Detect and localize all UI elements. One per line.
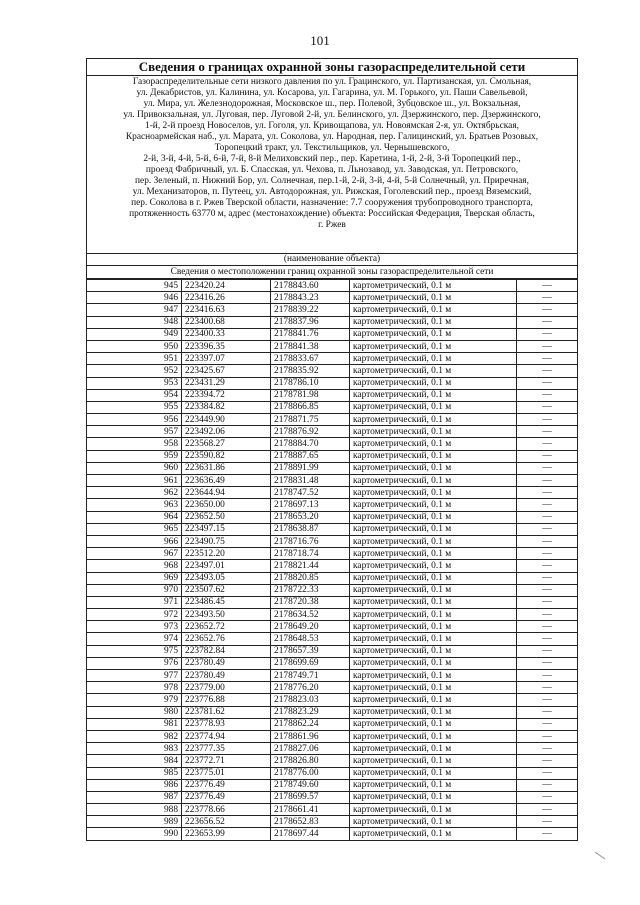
method-cell: картометрический, 0.1 м: [350, 694, 517, 706]
table-row: [87, 462, 578, 474]
point-number-cell: 975: [87, 645, 182, 657]
table-row: [87, 755, 578, 767]
dash-cell: —: [517, 730, 578, 742]
method-cell: картометрический, 0.1 м: [350, 401, 517, 413]
x-coordinate-cell: 223568.27: [182, 438, 271, 450]
table-row: [87, 730, 578, 742]
x-coordinate-cell: 223394.72: [182, 389, 271, 401]
point-number-cell: 980: [87, 706, 182, 718]
y-coordinate-cell: 2178827.06: [271, 743, 350, 755]
y-coordinate-cell: 2178887.65: [271, 450, 350, 462]
dash-cell: —: [517, 718, 578, 730]
x-coordinate-cell: 223400.33: [182, 328, 271, 340]
x-coordinate-cell: 223636.49: [182, 475, 271, 487]
dash-cell: —: [517, 304, 578, 316]
method-cell: картометрический, 0.1 м: [350, 560, 517, 572]
x-coordinate-cell: 223778.66: [182, 804, 271, 816]
dash-cell: —: [517, 377, 578, 389]
x-coordinate-cell: 223397.07: [182, 353, 271, 365]
method-cell: картометрический, 0.1 м: [350, 523, 517, 535]
y-coordinate-cell: 2178720.38: [271, 596, 350, 608]
table-row: [87, 401, 578, 413]
dash-cell: —: [517, 609, 578, 621]
y-coordinate-cell: 2178835.92: [271, 365, 350, 377]
point-number-cell: 954: [87, 389, 182, 401]
y-coordinate-cell: 2178781.98: [271, 389, 350, 401]
y-coordinate-cell: 2178776.20: [271, 682, 350, 694]
x-coordinate-cell: 223416.63: [182, 304, 271, 316]
method-cell: картометрический, 0.1 м: [350, 353, 517, 365]
description-line: ул. Механизаторов, п. Путеец, ул. Автодорожная, ул. Рижская, Гоголевский пер., проезд Вяземский,: [132, 187, 532, 197]
method-cell: картометрический, 0.1 м: [350, 426, 517, 438]
x-coordinate-cell: 223493.50: [182, 609, 271, 621]
dash-cell: —: [517, 475, 578, 487]
dash-cell: —: [517, 682, 578, 694]
x-coordinate-cell: 223780.49: [182, 657, 271, 669]
table-row: [87, 621, 578, 633]
coordinates-table: [86, 279, 578, 841]
dash-cell: —: [517, 548, 578, 560]
table-row: [87, 328, 578, 340]
table-row: [87, 426, 578, 438]
dash-cell: —: [517, 280, 578, 292]
point-number-cell: 982: [87, 730, 182, 742]
dash-cell: —: [517, 657, 578, 669]
dash-cell: —: [517, 389, 578, 401]
dash-cell: —: [517, 633, 578, 645]
dash-cell: —: [517, 292, 578, 304]
point-number-cell: 949: [87, 328, 182, 340]
table-row: [87, 694, 578, 706]
dash-cell: —: [517, 572, 578, 584]
y-coordinate-cell: 2178786.10: [271, 377, 350, 389]
method-cell: картометрический, 0.1 м: [350, 657, 517, 669]
table-row: [87, 560, 578, 572]
y-coordinate-cell: 2178843.60: [271, 280, 350, 292]
description-line: Газораспределительные сети низкого давления по ул. Грацинского, ул. Партизанская, ул. Смольная,: [132, 77, 532, 87]
x-coordinate-cell: 223431.29: [182, 377, 271, 389]
method-cell: картометрический, 0.1 м: [350, 304, 517, 316]
y-coordinate-cell: 2178718.74: [271, 548, 350, 560]
method-cell: картометрический, 0.1 м: [350, 365, 517, 377]
table-row: [87, 340, 578, 352]
document-title: Сведения о границах охранной зоны газораспределительной сети: [86, 58, 578, 75]
method-cell: картометрический, 0.1 м: [350, 584, 517, 596]
table-row: [87, 706, 578, 718]
point-number-cell: 958: [87, 438, 182, 450]
dash-cell: —: [517, 401, 578, 413]
y-coordinate-cell: 2178871.75: [271, 414, 350, 426]
method-cell: картометрический, 0.1 м: [350, 633, 517, 645]
dash-cell: —: [517, 426, 578, 438]
x-coordinate-cell: 223644.94: [182, 487, 271, 499]
method-cell: картометрический, 0.1 м: [350, 475, 517, 487]
method-cell: картометрический, 0.1 м: [350, 462, 517, 474]
point-number-cell: 970: [87, 584, 182, 596]
point-number-cell: 969: [87, 572, 182, 584]
y-coordinate-cell: 2178841.76: [271, 328, 350, 340]
point-number-cell: 956: [87, 414, 182, 426]
x-coordinate-cell: 223449.90: [182, 414, 271, 426]
description-line: 1-й, 2-й проезд Новоселов, ул. Гоголя, ул. Кривощапова, ул. Новоямская 2-я, ул. Октябрьская,: [145, 121, 519, 131]
dash-cell: —: [517, 816, 578, 828]
dash-cell: —: [517, 791, 578, 803]
dash-cell: —: [517, 328, 578, 340]
y-coordinate-cell: 2178866.85: [271, 401, 350, 413]
point-number-cell: 957: [87, 426, 182, 438]
x-coordinate-cell: 223384.82: [182, 401, 271, 413]
point-number-cell: 985: [87, 767, 182, 779]
x-coordinate-cell: 223497.15: [182, 523, 271, 535]
table-row: [87, 767, 578, 779]
table-row: [87, 487, 578, 499]
document-sheet: [86, 58, 578, 841]
method-cell: картометрический, 0.1 м: [350, 328, 517, 340]
dash-cell: —: [517, 755, 578, 767]
y-coordinate-cell: 2178839.22: [271, 304, 350, 316]
point-number-cell: 965: [87, 523, 182, 535]
point-number-cell: 968: [87, 560, 182, 572]
table-row: [87, 389, 578, 401]
point-number-cell: 962: [87, 487, 182, 499]
dash-cell: —: [517, 779, 578, 791]
table-row: [87, 438, 578, 450]
y-coordinate-cell: 2178749.60: [271, 779, 350, 791]
x-coordinate-cell: 223486.45: [182, 596, 271, 608]
method-cell: картометрический, 0.1 м: [350, 755, 517, 767]
point-number-cell: 979: [87, 694, 182, 706]
method-cell: картометрический, 0.1 м: [350, 730, 517, 742]
table-row: [87, 633, 578, 645]
point-number-cell: 989: [87, 816, 182, 828]
dash-cell: —: [517, 706, 578, 718]
y-coordinate-cell: 2178862.24: [271, 718, 350, 730]
dash-cell: —: [517, 596, 578, 608]
method-cell: картометрический, 0.1 м: [350, 718, 517, 730]
table-row: [87, 791, 578, 803]
point-number-cell: 953: [87, 377, 182, 389]
x-coordinate-cell: 223778.93: [182, 718, 271, 730]
method-cell: картометрический, 0.1 м: [350, 499, 517, 511]
dash-cell: —: [517, 487, 578, 499]
x-coordinate-cell: 223776.49: [182, 779, 271, 791]
method-cell: картометрический, 0.1 м: [350, 779, 517, 791]
description-line: 2-й, 3-й, 4-й, 5-й, 6-й, 7-й, 8-й Мелиховский пер., пер. Каретина, 1-й, 2-й, 3-й Торопецкий пер.,: [143, 154, 521, 164]
point-number-cell: 966: [87, 535, 182, 547]
table-row: [87, 316, 578, 328]
x-coordinate-cell: 223420.24: [182, 280, 271, 292]
y-coordinate-cell: 2178638.87: [271, 523, 350, 535]
x-coordinate-cell: 223631.86: [182, 462, 271, 474]
dash-cell: —: [517, 694, 578, 706]
y-coordinate-cell: 2178861.96: [271, 730, 350, 742]
point-number-cell: 948: [87, 316, 182, 328]
x-coordinate-cell: 223776.49: [182, 791, 271, 803]
table-row: [87, 523, 578, 535]
point-number-cell: 987: [87, 791, 182, 803]
y-coordinate-cell: 2178697.13: [271, 499, 350, 511]
x-coordinate-cell: 223493.05: [182, 572, 271, 584]
y-coordinate-cell: 2178837.96: [271, 316, 350, 328]
table-row: [87, 816, 578, 828]
dash-cell: —: [517, 584, 578, 596]
method-cell: картометрический, 0.1 м: [350, 682, 517, 694]
x-coordinate-cell: 223652.72: [182, 621, 271, 633]
y-coordinate-cell: 2178891.99: [271, 462, 350, 474]
point-number-cell: 946: [87, 292, 182, 304]
point-number-cell: 974: [87, 633, 182, 645]
description-line: ул. Привокзальная, ул. Луговая, пер. Луговой 2-й, ул. Белинского, ул. Дзержинского, пер. Дзержинского,: [123, 110, 541, 120]
dash-cell: —: [517, 828, 578, 840]
point-number-cell: 984: [87, 755, 182, 767]
dash-cell: —: [517, 438, 578, 450]
description-line: пер. Зеленый, п. Нижний Бор, ул. Солнечная, пер.1-й, 2-й, 3-й, 4-й, 5-й Солнечный, ул. Приречная,: [135, 176, 529, 186]
dash-cell: —: [517, 804, 578, 816]
table-row: [87, 657, 578, 669]
y-coordinate-cell: 2178749.71: [271, 670, 350, 682]
description-line: протяженность 63770 м, адрес (местонахождение) объекта: Российская Федерация, Тверская область,: [129, 209, 535, 219]
y-coordinate-cell: 2178716.76: [271, 535, 350, 547]
point-number-cell: 983: [87, 743, 182, 755]
point-number-cell: 950: [87, 340, 182, 352]
x-coordinate-cell: 223490.75: [182, 535, 271, 547]
x-coordinate-cell: 223416.26: [182, 292, 271, 304]
dash-cell: —: [517, 316, 578, 328]
y-coordinate-cell: 2178776.00: [271, 767, 350, 779]
dash-cell: —: [517, 645, 578, 657]
description-line: пер. Соколова в г. Ржев Тверской области, назначение: 7.7 сооружения трубопроводного транспорта,: [131, 198, 533, 208]
x-coordinate-cell: 223497.01: [182, 560, 271, 572]
method-cell: картометрический, 0.1 м: [350, 414, 517, 426]
y-coordinate-cell: 2178841.38: [271, 340, 350, 352]
point-number-cell: 981: [87, 718, 182, 730]
dash-cell: —: [517, 767, 578, 779]
point-number-cell: 988: [87, 804, 182, 816]
method-cell: картометрический, 0.1 м: [350, 280, 517, 292]
y-coordinate-cell: 2178661.41: [271, 804, 350, 816]
dash-cell: —: [517, 462, 578, 474]
y-coordinate-cell: 2178884.70: [271, 438, 350, 450]
y-coordinate-cell: 2178831.48: [271, 475, 350, 487]
y-coordinate-cell: 2178652.83: [271, 816, 350, 828]
method-cell: картометрический, 0.1 м: [350, 511, 517, 523]
method-cell: картометрический, 0.1 м: [350, 670, 517, 682]
x-coordinate-cell: 223396.35: [182, 340, 271, 352]
table-row: [87, 414, 578, 426]
point-number-cell: 945: [87, 280, 182, 292]
point-number-cell: 960: [87, 462, 182, 474]
table-row: [87, 280, 578, 292]
point-number-cell: 986: [87, 779, 182, 791]
table-row: [87, 450, 578, 462]
dash-cell: —: [517, 414, 578, 426]
point-number-cell: 963: [87, 499, 182, 511]
x-coordinate-cell: 223492.06: [182, 426, 271, 438]
point-number-cell: 959: [87, 450, 182, 462]
table-row: [87, 682, 578, 694]
scan-mark: [595, 852, 605, 860]
y-coordinate-cell: 2178697.44: [271, 828, 350, 840]
point-number-cell: 977: [87, 670, 182, 682]
method-cell: картометрический, 0.1 м: [350, 596, 517, 608]
x-coordinate-cell: 223590.82: [182, 450, 271, 462]
y-coordinate-cell: 2178722.33: [271, 584, 350, 596]
y-coordinate-cell: 2178699.57: [271, 791, 350, 803]
method-cell: картометрический, 0.1 м: [350, 535, 517, 547]
table-row: [87, 475, 578, 487]
method-cell: картометрический, 0.1 м: [350, 791, 517, 803]
x-coordinate-cell: 223779.00: [182, 682, 271, 694]
dash-cell: —: [517, 523, 578, 535]
method-cell: картометрический, 0.1 м: [350, 804, 517, 816]
x-coordinate-cell: 223652.50: [182, 511, 271, 523]
point-number-cell: 961: [87, 475, 182, 487]
dash-cell: —: [517, 621, 578, 633]
x-coordinate-cell: 223775.01: [182, 767, 271, 779]
x-coordinate-cell: 223772.71: [182, 755, 271, 767]
dash-cell: —: [517, 535, 578, 547]
method-cell: картометрический, 0.1 м: [350, 548, 517, 560]
dash-cell: —: [517, 450, 578, 462]
table-row: [87, 499, 578, 511]
dash-cell: —: [517, 353, 578, 365]
method-cell: картометрический, 0.1 м: [350, 828, 517, 840]
method-cell: картометрический, 0.1 м: [350, 292, 517, 304]
point-number-cell: 978: [87, 682, 182, 694]
description-line: г. Ржев: [318, 220, 346, 230]
object-name-caption: (наименование объекта): [86, 254, 578, 266]
table-row: [87, 535, 578, 547]
table-row: [87, 377, 578, 389]
method-cell: картометрический, 0.1 м: [350, 316, 517, 328]
table-row: [87, 804, 578, 816]
point-number-cell: 967: [87, 548, 182, 560]
x-coordinate-cell: 223512.20: [182, 548, 271, 560]
y-coordinate-cell: 2178657.39: [271, 645, 350, 657]
method-cell: картометрический, 0.1 м: [350, 572, 517, 584]
x-coordinate-cell: 223782.84: [182, 645, 271, 657]
method-cell: картометрический, 0.1 м: [350, 450, 517, 462]
method-cell: картометрический, 0.1 м: [350, 645, 517, 657]
y-coordinate-cell: 2178821.44: [271, 560, 350, 572]
y-coordinate-cell: 2178747.52: [271, 487, 350, 499]
y-coordinate-cell: 2178634.52: [271, 609, 350, 621]
method-cell: картометрический, 0.1 м: [350, 438, 517, 450]
method-cell: картометрический, 0.1 м: [350, 706, 517, 718]
point-number-cell: 976: [87, 657, 182, 669]
dash-cell: —: [517, 365, 578, 377]
table-row: [87, 743, 578, 755]
y-coordinate-cell: 2178648.53: [271, 633, 350, 645]
method-cell: картометрический, 0.1 м: [350, 487, 517, 499]
point-number-cell: 951: [87, 353, 182, 365]
table-row: [87, 645, 578, 657]
x-coordinate-cell: 223650.00: [182, 499, 271, 511]
point-number-cell: 972: [87, 609, 182, 621]
y-coordinate-cell: 2178820.85: [271, 572, 350, 584]
x-coordinate-cell: 223656.52: [182, 816, 271, 828]
description-line: проезд Фабричный, ул. Б. Спасская, ул. Чехова, п. Льнозавод, ул. Заводская, ул. Петровского,: [145, 165, 519, 175]
y-coordinate-cell: 2178823.29: [271, 706, 350, 718]
y-coordinate-cell: 2178833.67: [271, 353, 350, 365]
method-cell: картометрический, 0.1 м: [350, 377, 517, 389]
dash-cell: —: [517, 560, 578, 572]
y-coordinate-cell: 2178653.20: [271, 511, 350, 523]
table-row: [87, 718, 578, 730]
table-row: [87, 828, 578, 840]
description-line: Красноармейская наб., ул. Марата, ул. Соколова, ул. Народная, пер. Галицинский, ул. Братьев Розовых,: [125, 132, 539, 142]
y-coordinate-cell: 2178843.23: [271, 292, 350, 304]
point-number-cell: 973: [87, 621, 182, 633]
method-cell: картометрический, 0.1 м: [350, 743, 517, 755]
y-coordinate-cell: 2178699.69: [271, 657, 350, 669]
x-coordinate-cell: 223653.99: [182, 828, 271, 840]
table-row: [87, 609, 578, 621]
point-number-cell: 947: [87, 304, 182, 316]
table-row: [87, 353, 578, 365]
point-number-cell: 971: [87, 596, 182, 608]
method-cell: картометрический, 0.1 м: [350, 767, 517, 779]
table-row: [87, 670, 578, 682]
x-coordinate-cell: 223507.62: [182, 584, 271, 596]
description-line: ул. Декабристов, ул. Калинина, ул. Косарова, ул. Гагарина, ул. М. Горького, ул. Паши Савельевой,: [136, 88, 528, 98]
dash-cell: —: [517, 670, 578, 682]
method-cell: картометрический, 0.1 м: [350, 389, 517, 401]
description-line: ул. Мира, ул. Железнодорожная, Московское ш., пер. Полевой, Зубцовское ш., ул. Вокзальная,: [143, 99, 521, 109]
y-coordinate-cell: 2178649.20: [271, 621, 350, 633]
dash-cell: —: [517, 743, 578, 755]
x-coordinate-cell: 223776.88: [182, 694, 271, 706]
table-row: [87, 596, 578, 608]
x-coordinate-cell: 223425.67: [182, 365, 271, 377]
dash-cell: —: [517, 511, 578, 523]
x-coordinate-cell: 223780.49: [182, 670, 271, 682]
x-coordinate-cell: 223652.76: [182, 633, 271, 645]
point-number-cell: 964: [87, 511, 182, 523]
table-row: [87, 365, 578, 377]
description-line: Торопецкий тракт, ул. Текстильщиков, ул. Чернышевского,: [214, 143, 450, 153]
table-row: [87, 548, 578, 560]
dash-cell: —: [517, 499, 578, 511]
method-cell: картометрический, 0.1 м: [350, 621, 517, 633]
y-coordinate-cell: 2178826.80: [271, 755, 350, 767]
y-coordinate-cell: 2178823.03: [271, 694, 350, 706]
x-coordinate-cell: 223777.35: [182, 743, 271, 755]
x-coordinate-cell: 223774.94: [182, 730, 271, 742]
table-row: [87, 292, 578, 304]
point-number-cell: 990: [87, 828, 182, 840]
x-coordinate-cell: 223781.62: [182, 706, 271, 718]
dash-cell: —: [517, 340, 578, 352]
section-heading: Сведения о местоположении границ охранной зоны газораспределительной сети: [86, 266, 578, 279]
y-coordinate-cell: 2178876.92: [271, 426, 350, 438]
table-row: [87, 511, 578, 523]
object-description: [86, 75, 578, 254]
method-cell: картометрический, 0.1 м: [350, 609, 517, 621]
page-number: 101: [310, 33, 330, 48]
table-row: [87, 572, 578, 584]
method-cell: картометрический, 0.1 м: [350, 340, 517, 352]
point-number-cell: 955: [87, 401, 182, 413]
table-row: [87, 304, 578, 316]
method-cell: картометрический, 0.1 м: [350, 816, 517, 828]
table-row: [87, 779, 578, 791]
x-coordinate-cell: 223400.68: [182, 316, 271, 328]
table-row: [87, 584, 578, 596]
point-number-cell: 952: [87, 365, 182, 377]
